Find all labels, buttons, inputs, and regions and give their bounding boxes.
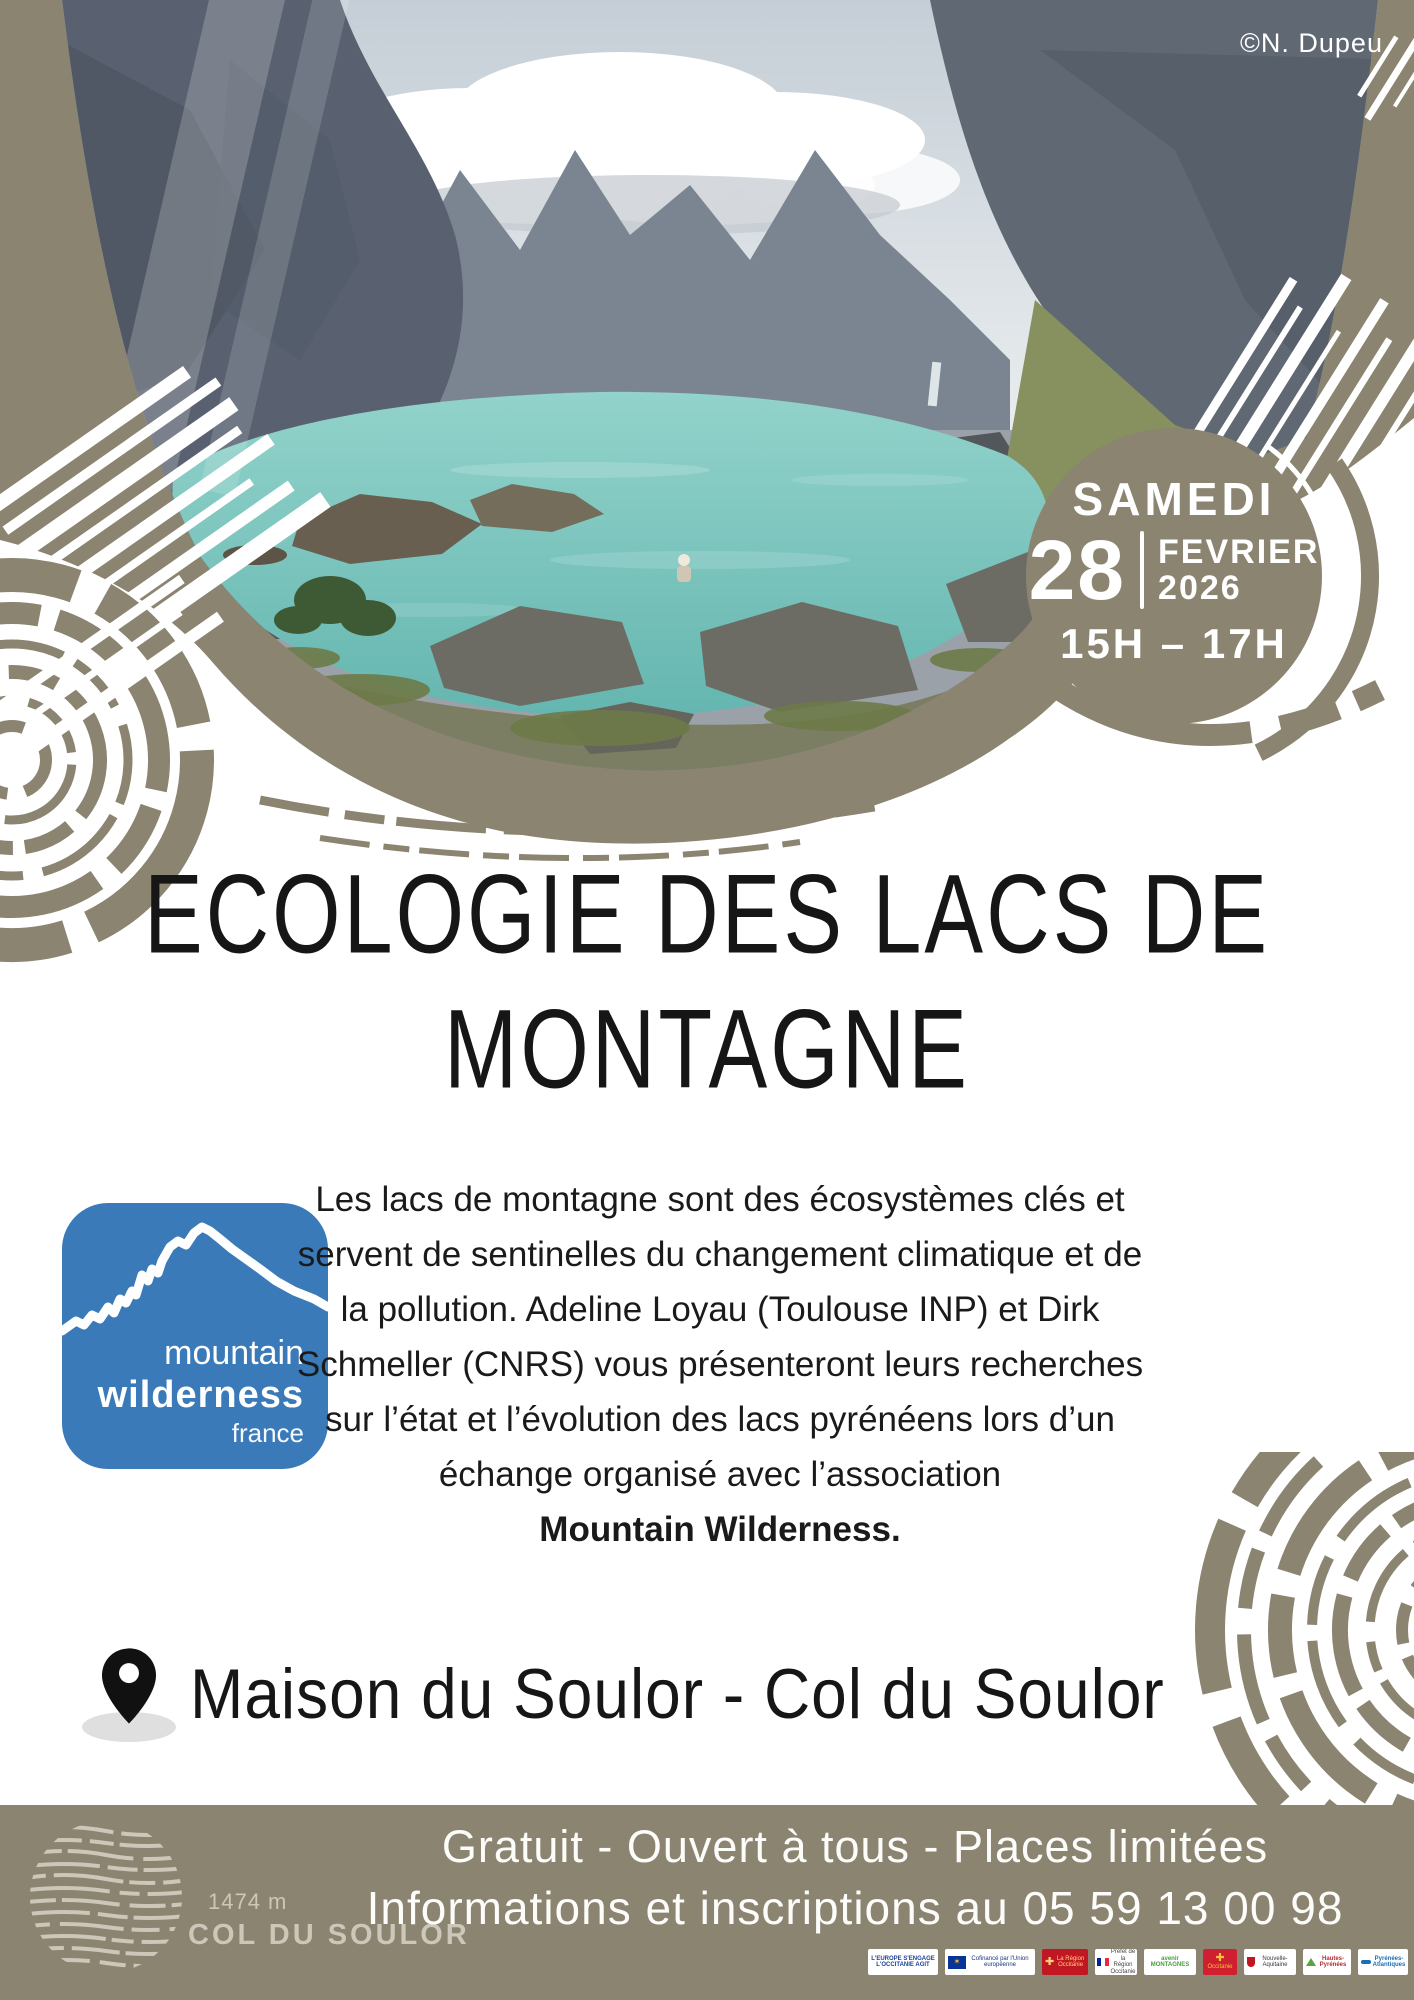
location-row bbox=[96, 1642, 1165, 1746]
col-du-soulor-altitude: 1474 m bbox=[208, 1889, 288, 1914]
description-line: servent de sentinelles du changement climatique et de bbox=[297, 1235, 1143, 1274]
description-line: Schmeller (CNRS) vous présenteront leurs recherches bbox=[296, 1345, 1144, 1384]
partner-logo-pyrenees-atlantiques: Pyrénées-Atlantiques bbox=[1358, 1949, 1408, 1975]
title-line-2: MONTAGNE bbox=[444, 985, 970, 1112]
mountain-icon bbox=[1306, 1958, 1316, 1966]
footer-info-line-2: Informations et inscriptions au 05 59 13 00 98 bbox=[366, 1882, 1344, 1934]
footer-band bbox=[0, 1805, 1414, 2000]
badge-month: FEVRIER bbox=[1158, 533, 1320, 571]
wave-icon bbox=[1361, 1960, 1371, 1964]
description-association-name: Mountain Wilderness. bbox=[539, 1510, 901, 1549]
title-line-1: ECOLOGIE DES LACS DE bbox=[143, 850, 1271, 977]
lion-shield-icon bbox=[1247, 1957, 1255, 1967]
hiker bbox=[677, 554, 691, 582]
badge-day: SAMEDI bbox=[1072, 473, 1276, 525]
brush-swirl-right bbox=[1180, 1452, 1414, 1808]
badge-date-row bbox=[1028, 523, 1320, 617]
description-line: Les lacs de montagne sont des écosystèmes clés et bbox=[315, 1180, 1125, 1219]
photo-credit: ©N. Dupeu bbox=[1240, 28, 1383, 58]
partner-logo-occitanie-cross: ✚ Occitanie bbox=[1203, 1949, 1237, 1975]
badge-divider bbox=[1140, 531, 1144, 609]
partner-logos bbox=[868, 1947, 1408, 1977]
partner-logo-avenir-montagnes: avenir MONTAGNES bbox=[1144, 1949, 1196, 1975]
partner-logo-hautes-pyrenees: Hautes-Pyrénées bbox=[1303, 1949, 1351, 1975]
mw-logo-word-wilderness: wilderness bbox=[97, 1374, 304, 1416]
partner-logo-nouvelle-aquitaine: Nouvelle-Aquitaine bbox=[1244, 1949, 1296, 1975]
location-text: Maison du Soulor - Col du Soulor bbox=[190, 1654, 1165, 1734]
location-pin-icon bbox=[96, 1642, 162, 1746]
footer-info-line-1: Gratuit - Ouvert à tous - Places limitées bbox=[441, 1821, 1269, 1872]
occitan-cross-icon: ✚ bbox=[1045, 1955, 1055, 1968]
description-line: échange organisé avec l’association bbox=[438, 1455, 1002, 1494]
date-badge bbox=[1026, 428, 1322, 724]
eu-flag-icon: ✶ bbox=[948, 1956, 966, 1969]
mw-logo-word-mountain: mountain bbox=[164, 1334, 304, 1372]
partner-logo-prefet-occitanie: Préfet de la Région Occitanie bbox=[1095, 1949, 1137, 1975]
event-description bbox=[280, 1172, 1160, 1558]
partner-logo-region-occitanie: ✚ La Région Occitanie bbox=[1042, 1949, 1088, 1975]
col-du-soulor-name: COL DU SOULOR bbox=[188, 1919, 470, 1951]
mw-logo-word-france: france bbox=[231, 1418, 304, 1448]
badge-year: 2026 bbox=[1158, 569, 1242, 607]
description-line: la pollution. Adeline Loyau (Toulouse INP) et Dirk bbox=[340, 1290, 1100, 1329]
partner-logo-union-europeenne: ✶ Cofinancé par l'Union européenne bbox=[945, 1949, 1035, 1975]
france-flag-icon bbox=[1097, 1958, 1109, 1966]
occitan-cross-icon: ✚ bbox=[1215, 1952, 1225, 1965]
description-line: sur l’état et l’évolution des lacs pyrénéens lors d’un bbox=[325, 1400, 1115, 1439]
topo-circle-icon bbox=[20, 1819, 196, 1979]
partner-logo-europe-occitanie: L'EUROPE S'ENGAGE L'OCCITANIE AGIT bbox=[868, 1949, 938, 1975]
event-title bbox=[0, 846, 1414, 1116]
badge-day-number: 28 bbox=[1028, 523, 1127, 617]
badge-time: 15H – 17H bbox=[1060, 620, 1288, 667]
